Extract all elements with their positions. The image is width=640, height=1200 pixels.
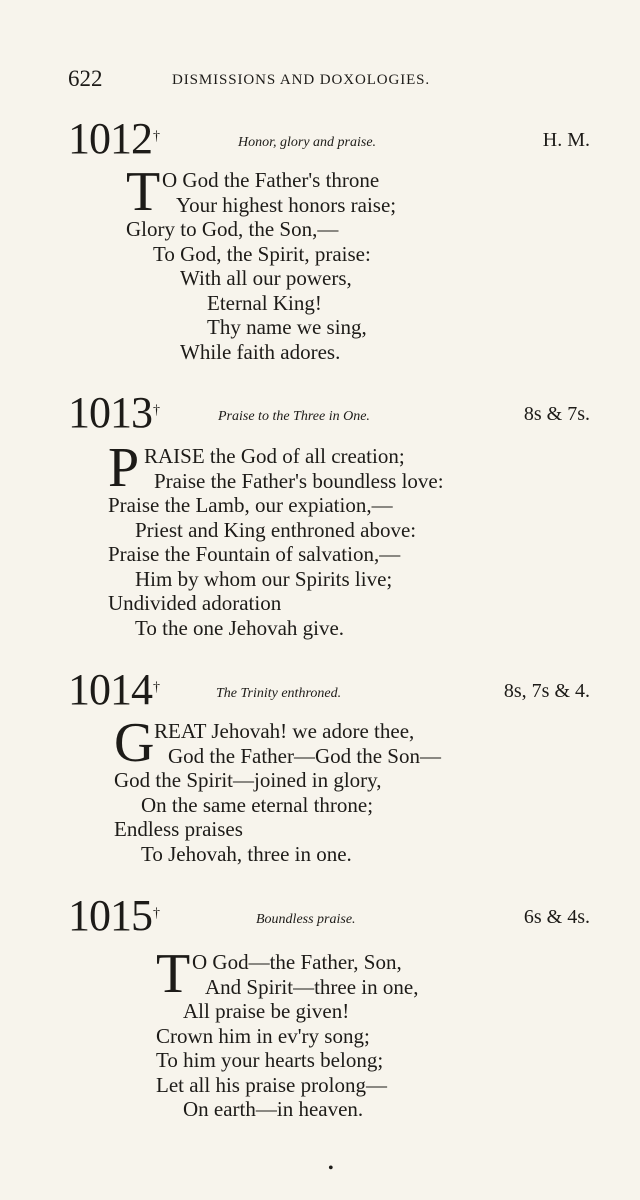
verse-line: And Spirit—three in one, [205, 974, 419, 999]
verse-line: Undivided adoration [108, 591, 282, 615]
verse-line: Glory to God, the Son,— [126, 217, 339, 241]
hymn-1013 [68, 388, 598, 640]
verse-line: All praise be given! [183, 999, 350, 1023]
hymn-meter: 8s & 7s. [523, 403, 590, 425]
hymn-subject: The Trinity enthroned. [216, 686, 342, 701]
verse-line: Priest and King enthroned above: [135, 517, 417, 542]
drop-cap: T [126, 161, 161, 223]
verse-line: Praise the Fountain of salvation,— [108, 542, 401, 566]
hymn-verse [126, 161, 640, 364]
hymn-header [68, 388, 598, 437]
hymn-1012 [68, 114, 598, 364]
hymn-number: 1012† [68, 114, 159, 163]
hymn-meter: 6s & 4s. [523, 906, 590, 928]
verse-line: On earth—in heaven. [183, 1097, 364, 1121]
verse-line: O God the Father's throne [162, 168, 380, 192]
drop-cap: P [108, 437, 140, 499]
dagger-mark: † [153, 403, 159, 418]
verse-line: To Jehovah, three in one. [141, 841, 352, 866]
hymn-header [68, 891, 598, 940]
hymn-1014 [68, 665, 598, 866]
verse-line: On the same eternal throne; [141, 792, 374, 817]
verse-line: While faith adores. [180, 339, 341, 364]
hymn-subject: Honor, glory and praise. [238, 135, 377, 150]
hymn-number: 1015† [68, 891, 159, 940]
hymn-1015 [68, 891, 598, 1122]
verse-line: Thy name we sing, [207, 315, 367, 339]
hymn-meter: H. M. [542, 129, 590, 151]
running-title: DISMISSIONS AND DOXOLOGIES. [172, 72, 431, 88]
page-number: 622 [68, 66, 103, 91]
verse-line: With all our powers, [180, 266, 352, 290]
hymn-header [68, 665, 598, 714]
verse-line: O God—the Father, Son, [192, 950, 402, 974]
hymn-subject: Boundless praise. [256, 912, 356, 927]
verse-line: Him by whom our Spirits live; [135, 566, 393, 591]
verse-line: Crown him in ev'ry song; [156, 1023, 370, 1048]
verse-line: Your highest honors raise; [176, 192, 397, 217]
verse-line: God the Father—God the Son— [168, 743, 441, 768]
drop-cap: T [156, 943, 191, 1005]
hymn-verse [108, 437, 638, 640]
verse-line: Praise the Lamb, our expiation,— [108, 493, 393, 517]
drop-cap: G [114, 712, 155, 774]
hymn-subject: Praise to the Three in One. [218, 409, 370, 424]
verse-line: Eternal King! [207, 290, 322, 315]
hymn-meter: 8s, 7s & 4. [503, 680, 590, 702]
hymn-number: 1013† [68, 388, 159, 437]
hymn-header [68, 114, 598, 163]
verse-line: RAISE the God of all creation; [144, 444, 405, 468]
running-head [68, 66, 588, 96]
hymn-verse [156, 943, 640, 1122]
verse-line: REAT Jehovah! we adore thee, [154, 719, 415, 743]
verse-line: To him your hearts belong; [156, 1048, 384, 1072]
verse-line: Endless praises [114, 817, 243, 841]
verse-line: To the one Jehovah give. [135, 615, 345, 640]
folio-mark: • [328, 1160, 334, 1177]
verse-line: Let all his praise prolong— [156, 1072, 387, 1097]
verse-line: God the Spirit—joined in glory, [114, 768, 382, 792]
hymn-verse [114, 712, 640, 866]
dagger-mark: † [153, 906, 159, 921]
dagger-mark: † [153, 129, 159, 144]
dagger-mark: † [153, 680, 159, 695]
hymn-number: 1014† [68, 665, 159, 714]
verse-line: To God, the Spirit, praise: [153, 241, 371, 266]
verse-line: Praise the Father's boundless love: [154, 468, 444, 493]
